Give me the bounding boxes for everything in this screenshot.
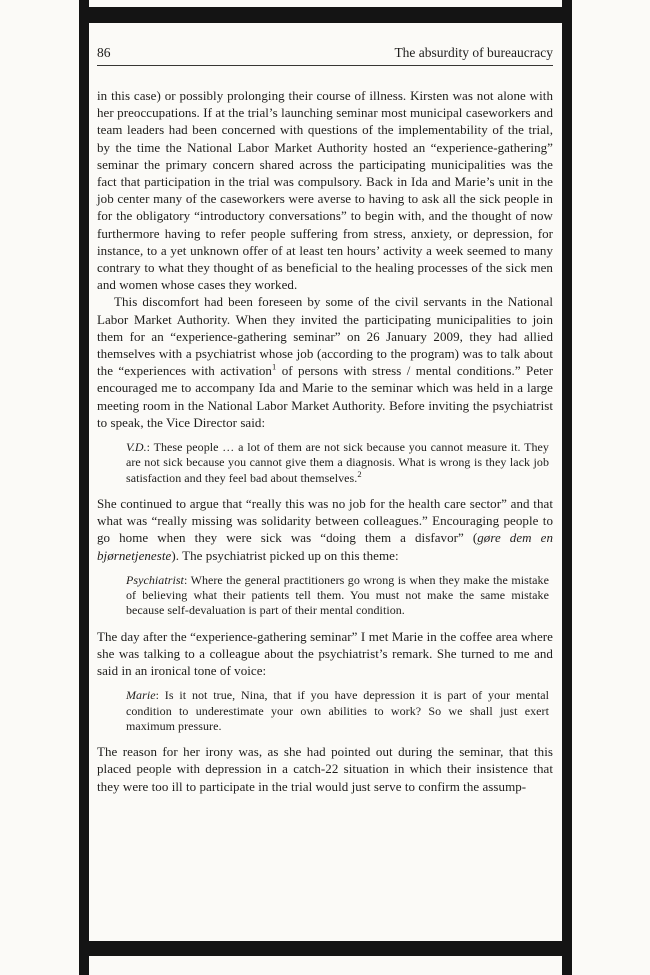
- text-segment-italic: gøre dem en bjørnetjeneste: [97, 530, 554, 563]
- paragraph: [97, 293, 553, 431]
- text-segment: in this case) or possibly prolonging their course of illness. Kirsten was not alone with her preoccupations. If at the trial’s launching seminar most municipal caseworkers and team leaders had been concerned with questions of the implementability of the trial, by the time the National Labor Market Authority hosted an “experience-gathering” seminar the primary concern shared across the participating municipalities was the fact that participation in the trial was compulsory. Back in Ida and Marie’s unit in the job center many of the caseworkers were averse to having to ask all the sick people in for the obligatory “introductory conversations” to begin with, and the thought of now furthermore having to refer people suffering from stress, anxiety, or depression, for instance, to a yet unknown offer of at least ten hours’ activity a week seemed to many contrary to what they thought of as beneficial to the healing processes of the sick men and women whose cases they worked.: [97, 88, 553, 293]
- footnote-marker-2: 2: [357, 468, 362, 479]
- speaker-label: Psychiatrist: [126, 572, 184, 587]
- block-quote-psychiatrist: [126, 573, 549, 619]
- header-rule: [97, 65, 553, 66]
- text-segment: The day after the “experience-gathering seminar” I met Marie in the coffee area where she was talking to a colleague about the psychiatrist’s remark. She turned to me and said in an ironical tone of voice:: [97, 628, 553, 679]
- running-head: [97, 44, 553, 61]
- text-segment: The reason for her irony was, as she had pointed out during the seminar, that this placed people with depression in a catch-22 situation in which their insistence that they were too ill to participate in the trial would just serve to confirm the assump-: [97, 744, 553, 794]
- page-number: 86: [97, 45, 111, 60]
- scan-edge-top: [88, 7, 562, 23]
- text-segment: She continued to argue that “really this was no job for the health care sector” and that what was “really missing was solidarity between colleagues.” Encouraging people to go home when they were sick was “doing them a disfavor” (: [97, 495, 553, 546]
- paragraph: [97, 495, 553, 564]
- footnote-marker-1: 1: [272, 361, 277, 372]
- block-quote-marie: [126, 688, 549, 734]
- block-quote-vice-director: [126, 440, 549, 486]
- scan-edge-bottom: [88, 941, 562, 956]
- speaker-label: Marie: [126, 688, 156, 703]
- text-segment: This discomfort had been foreseen by some of the civil servants in the National Labor Market Authority. When they invited the participating municipalities to join them for an “experience-gathering seminar” on 26 January 2009, they had allied themselves with a psychiatrist whose job (according to the program) was to talk about the “experiences with activation: [97, 294, 553, 379]
- scan-edge-right: [562, 0, 572, 975]
- paragraph: [97, 87, 553, 293]
- text-segment: : These people … a lot of them are not sick because you cannot measure it. They are not sick because you cannot give them a diagnosis. What is wrong is they lack job satisfaction and they feel bad about themselves.: [126, 440, 549, 485]
- running-title: The absurdity of bureaucracy: [394, 45, 553, 60]
- speaker-label: V.D.: [126, 440, 147, 455]
- text-segment: : Is it not true, Nina, that if you have depression it is part of your mental condition to underestimate your own abilities to work? So we shall just exert maximum pressure.: [126, 688, 549, 733]
- paragraph: [97, 628, 553, 680]
- page-body: [97, 44, 553, 795]
- body-text: [97, 87, 553, 795]
- text-segment: ). The psychiatrist picked up on this theme:: [171, 547, 399, 563]
- text-segment: : Where the general practitioners go wrong is when they make the mistake of believing what their patients tell them. You must not make the same mistake because self-devaluation is part of their mental condition.: [126, 572, 549, 618]
- scan-edge-left: [79, 0, 89, 975]
- text-segment: of persons with stress / mental conditions.” Peter encouraged me to accompany Ida and Marie to the seminar which was held in a large meeting room in the National Labor Market Authority. Before inviting the psychiatrist to speak, the Vice Director said:: [97, 363, 553, 430]
- paragraph: [97, 743, 553, 795]
